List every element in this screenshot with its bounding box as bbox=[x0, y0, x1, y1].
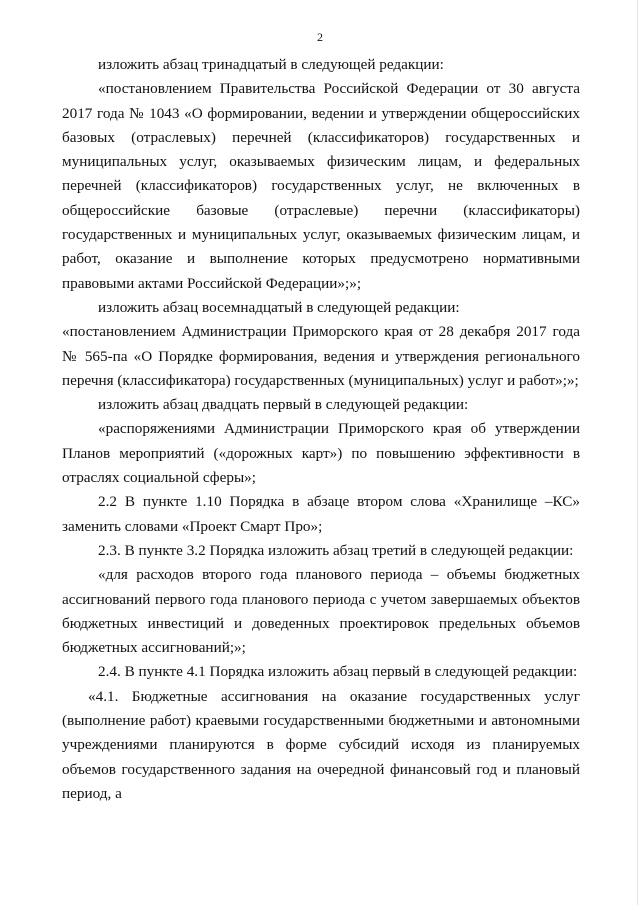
paragraph: изложить абзац двадцать первый в следующей редакции: bbox=[98, 396, 469, 414]
paragraph: изложить абзац тринадцатый в следующей редакции: bbox=[98, 56, 444, 73]
paragraph: 2.2 В пункте 1.10 Порядка в абзаце втором слова «Хранилище –КС» заменить словами «Проект Смарт Про»; bbox=[62, 493, 580, 535]
paragraph: «4.1. Бюджетные ассигнования на оказание государственных услуг (выполнение работ) краевыми государственными бюджетными и автономными учреждениями планируются в форме субсидий исходя из планируемых объемов государственного задания на очередной финансовый год и плановый период, а bbox=[62, 687, 580, 802]
paragraph: изложить абзац восемнадцатый в следующей редакции: bbox=[98, 298, 460, 316]
document-body bbox=[62, 53, 580, 806]
paragraph: 2.4. В пункте 4.1 Порядка изложить абзац первый в следующей редакции: bbox=[98, 663, 578, 681]
paragraph: «постановлением Правительства Российской Федерации от 30 августа 2017 года № 1043 «О формировании, ведении и утверждении общероссийских базовых (отраслевых) перечней (классификаторов) государственных и муниципальных услуг, оказываемых физическим лицам, и федеральных перечней (классификаторов) государственных услуг, не включенных в общероссийские базовые (отраслевые) перечни (классификаторы) государственных и муниципальных услуг, оказываемых физическим лицам, и работ, оказание и выполнение которых предусмотрено нормативными правовыми актами Российской Федерации»;»; bbox=[62, 80, 580, 292]
paragraph: «для расходов второго года планового периода – объемы бюджетных ассигнований первого года планового периода с учетом завершаемых объектов бюджетных инвестиций и доведенных проектировок предельных объемов бюджетных ассигнований;»; bbox=[62, 566, 580, 657]
page-number: 2 bbox=[317, 30, 323, 44]
paragraph: «постановлением Администрации Приморского края от 28 декабря 2017 года № 565-па «О Порядке формирования, ведения и утверждения регионального перечня (классификатора) государственных (муниципальных) услуг и работ»;»; bbox=[62, 323, 580, 389]
paragraph: 2.3. В пункте 3.2 Порядка изложить абзац третий в следующей редакции: bbox=[98, 541, 574, 559]
paragraph: «распоряжениями Администрации Приморского края об утверждении Планов мероприятий («дорожных карт») по повышению эффективности в отраслях социальной сферы»; bbox=[62, 420, 580, 487]
scan-edge-line bbox=[637, 0, 638, 905]
